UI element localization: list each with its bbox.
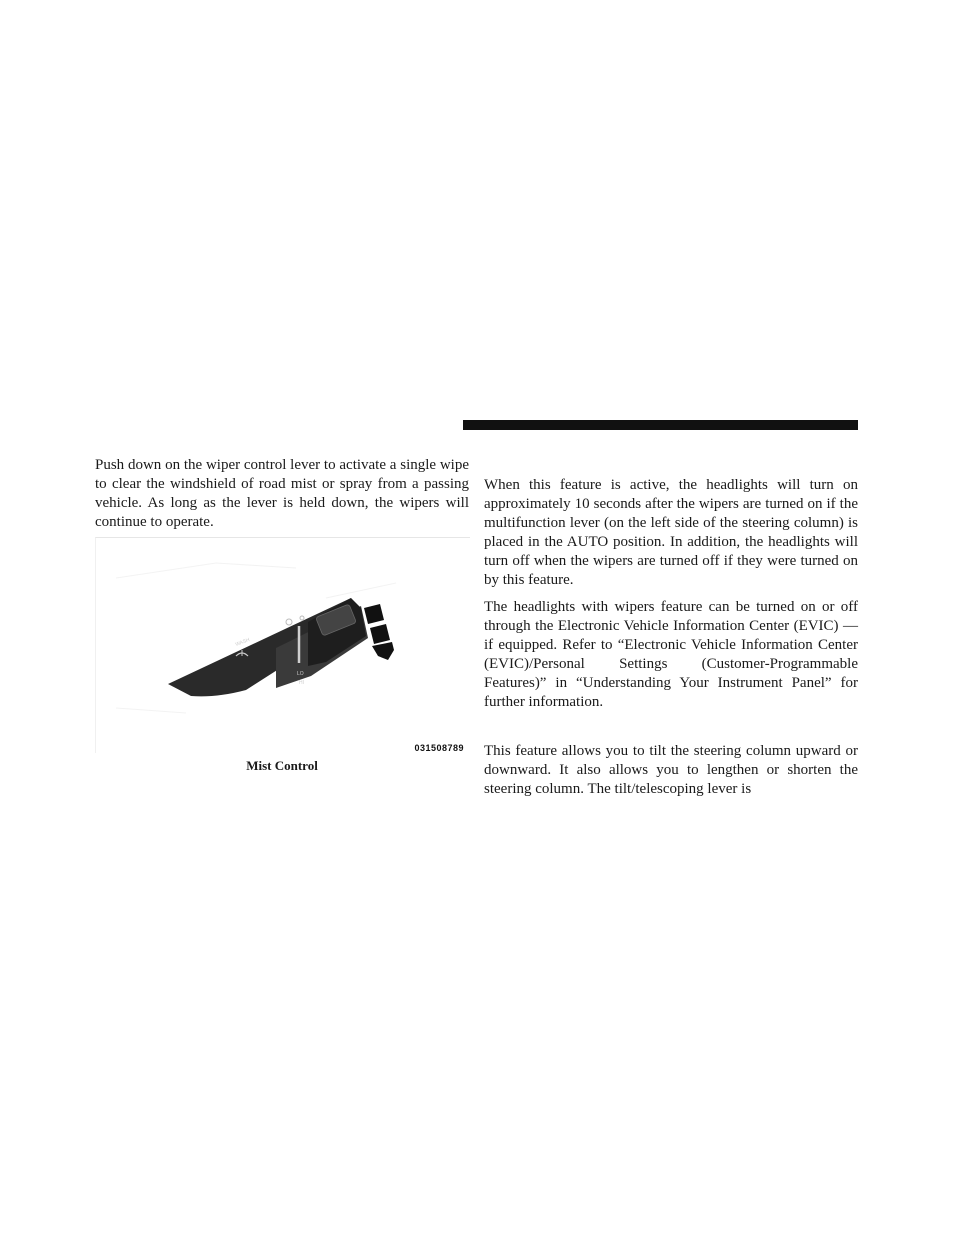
figure-caption: Mist Control xyxy=(246,758,318,773)
wiper-lever-illustration xyxy=(96,538,470,753)
headlights-with-wipers-paragraph-1: When this feature is active, the headlights will turn on approximately 10 seconds after the wipers are turned on if the multifunction lever (on the left side of the steering column) is placed in the AUTO position. In addition, the headlights will turn off when the wipers are turned off if they were turned on by this feature. xyxy=(484,477,858,588)
figure-code: 031508789 xyxy=(414,743,464,753)
headlights-with-wipers-paragraph-2: The headlights with wipers feature can be turned on or off through the Electronic Vehicle Information Center (EVIC) — if equipped. Refer to “Electronic Vehicle Information Center (EVIC)/Personal Settings (Customer-Programmable Features)” in “Understanding Your Instrument Panel” for further information. xyxy=(484,599,858,710)
right-column xyxy=(484,476,858,712)
hi-label: HI xyxy=(299,680,304,686)
left-column xyxy=(95,456,469,532)
mist-control-paragraph: Push down on the wiper control lever to activate a single wipe to clear the windshield of road mist or spray from a passing vehicle. As long as the lever is held down, the wipers will continue to operate. xyxy=(95,457,469,530)
wash-label: WASH xyxy=(234,637,251,648)
tilt-telescoping-paragraph: This feature allows you to tilt the steering column upward or downward. It also allows you to lengthen or shorten the steering column. The tilt/telescoping lever is xyxy=(484,743,858,797)
lo-label: LO xyxy=(297,671,304,677)
push-down-arrow-icon xyxy=(364,604,394,660)
mist-control-figure xyxy=(95,537,470,753)
tilt-section xyxy=(484,742,858,799)
section-header-bar xyxy=(463,420,858,430)
